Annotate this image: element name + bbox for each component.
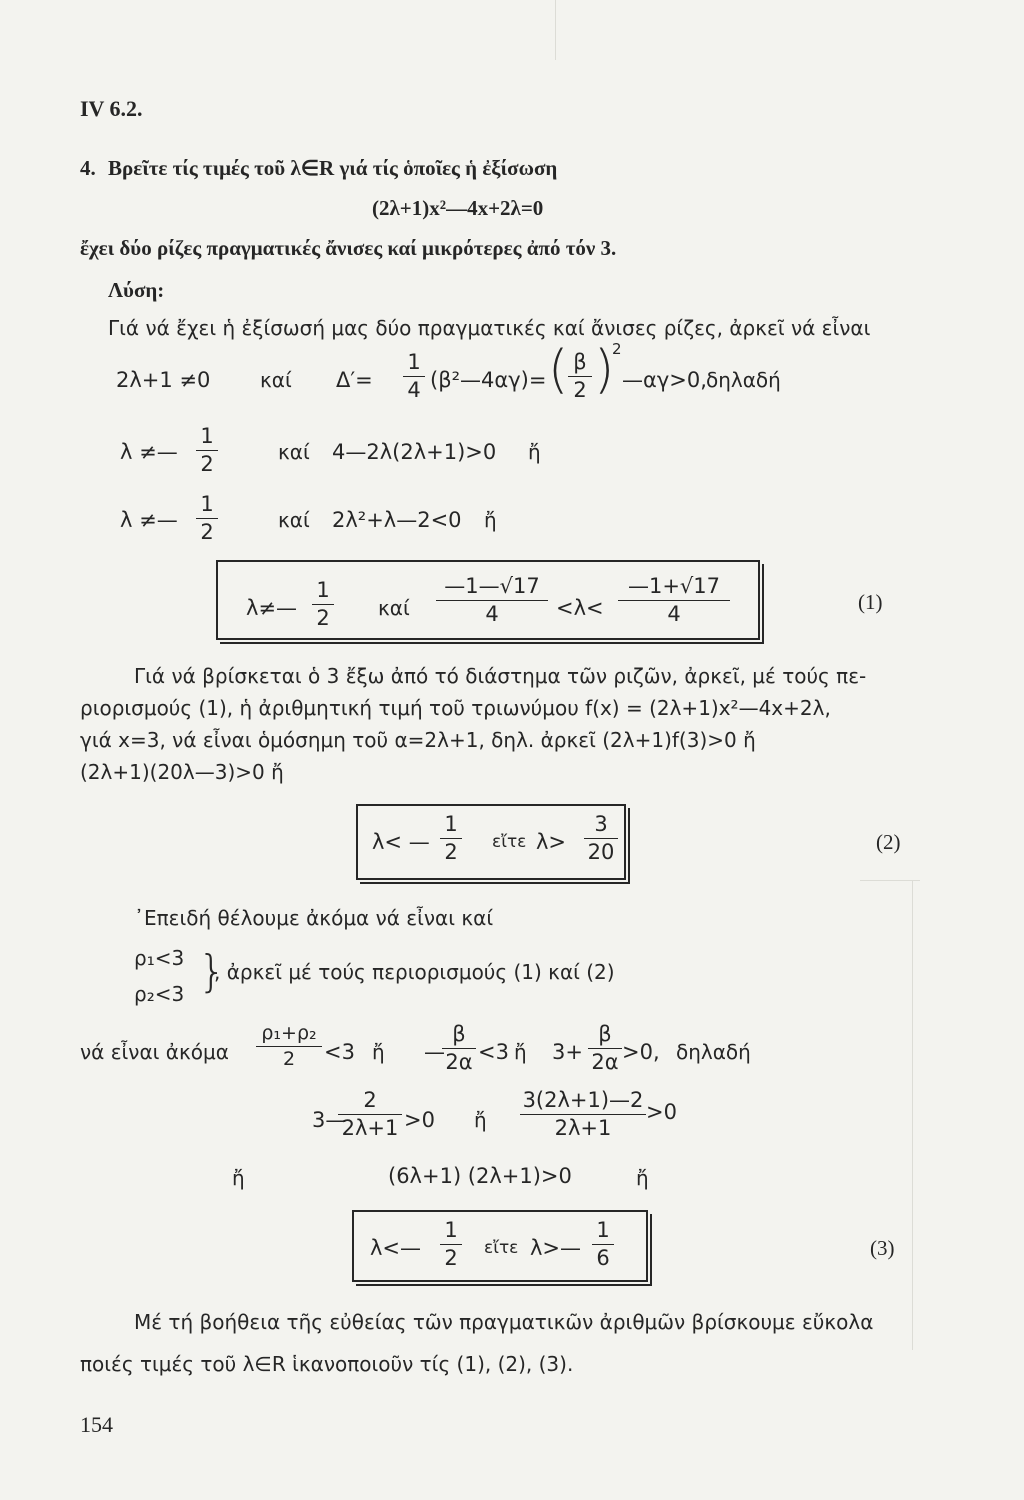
box3-lambda2: λ>— <box>530 1236 582 1260</box>
row2-or: ἤ <box>484 508 497 532</box>
box2-frac2 <box>584 814 618 863</box>
cond-tail: —αγ>0, <box>622 368 707 392</box>
box1-left-frac <box>436 576 548 625</box>
row4-or2: ἤ <box>636 1166 649 1190</box>
row3-frac <box>338 1090 402 1139</box>
section-number: IV 6.2. <box>80 96 143 121</box>
box1-mid: <λ< <box>556 596 604 620</box>
page-number: 154 <box>80 1412 113 1437</box>
cond-square: 2 <box>612 340 622 358</box>
akoma-or1: ἤ <box>372 1040 385 1064</box>
bleed-line <box>912 880 913 1350</box>
box3-frac2 <box>592 1220 614 1269</box>
problem-equation: (2λ+1)x²—4x+2λ=0 <box>372 196 544 220</box>
akoma-diladi: δηλαδή <box>676 1040 751 1064</box>
row2-lambda: λ ≠— <box>120 508 178 532</box>
para-line-1: Γιά νά βρίσκεται ὁ 3 ἔξω ἀπό τό διάστημα τῶν ριζῶν, ἀρκεῖ, μέ τούς πε- <box>134 664 867 688</box>
brace: } <box>198 946 226 997</box>
box2-lambda2: λ> <box>536 830 567 854</box>
row2-num: 1 <box>196 494 218 519</box>
akoma-b-den: 2α <box>445 1050 473 1074</box>
final-line-2: ποιές τιμές τοῦ λ∈R ἱκανοποιοῦν τίς (1), (2), (3). <box>80 1352 574 1376</box>
row1-frac <box>196 426 218 475</box>
row3-num: 2 <box>338 1090 402 1115</box>
box3-num2: 1 <box>592 1220 614 1245</box>
row3-three: 3— <box>312 1108 347 1132</box>
problem-text-line2: ἔχει δύο ρίζες πραγματικές ἄνισες καί μικρότερες ἀπό τόν 3. <box>80 236 617 260</box>
akoma-b2-den: 2α <box>591 1050 619 1074</box>
cond-beta-half <box>568 352 592 401</box>
row3-den2: 2λ+1 <box>554 1116 612 1140</box>
cond-delta: Δ′= <box>336 368 373 392</box>
problem-text-line1: Βρεῖτε τίς τιμές τοῦ λ∈R γιά τίς ὁποῖες ἡ ἐξίσωση <box>108 156 558 180</box>
cond-paren: (β²—4αγ)= <box>430 368 547 392</box>
bleed-line <box>860 880 920 881</box>
row3-den: 2λ+1 <box>341 1116 399 1140</box>
akoma-rho-den: 2 <box>282 1048 296 1070</box>
akoma-lead: νά εἶναι ἀκόμα <box>80 1040 229 1064</box>
akoma-or2: ἤ <box>514 1040 527 1064</box>
box1-kai: καί <box>378 596 410 620</box>
rho-text: , ἀρκεῖ μέ τούς περιορισμούς (1) καί (2) <box>214 960 615 984</box>
row4-expr: (6λ+1) (2λ+1)>0 <box>388 1164 572 1188</box>
akoma-b2-num: β <box>588 1024 622 1049</box>
solution-label: Λύση: <box>108 278 165 302</box>
box2-num: 1 <box>440 814 462 839</box>
box2-den: 2 <box>444 840 458 864</box>
epeidi-line: ᾽Επειδή θέλουμε ἀκόμα νά εἶναι καί <box>134 906 494 930</box>
box3-or: εἴτε <box>484 1238 519 1258</box>
akoma-frac-b2 <box>588 1024 622 1073</box>
box2-label: (2) <box>876 830 901 854</box>
akoma-minus: — <box>424 1040 445 1064</box>
row3-num2: 3(2λ+1)—2 <box>520 1090 646 1115</box>
cond-quarter <box>403 352 425 401</box>
final-line-1: Μέ τή βοήθεια τῆς εὐθείας τῶν πραγματικῶν ἀριθμῶν βρίσκουμε εὔκολα <box>134 1310 874 1334</box>
akoma-b-num: β <box>442 1024 476 1049</box>
cond-kai: καί <box>260 368 292 392</box>
row1-kai: καί <box>278 440 310 464</box>
box1-lambda: λ≠— <box>246 596 298 620</box>
row1-num: 1 <box>196 426 218 451</box>
row2-den: 2 <box>200 520 214 544</box>
para-line-3: γιά x=3, νά εἶναι ὁμόσημη τοῦ α=2λ+1, δηλ. ἀρκεῖ (2λ+1)f(3)>0 ἤ <box>80 728 756 752</box>
box1-left-den: 4 <box>485 602 499 626</box>
row1-den: 2 <box>200 452 214 476</box>
akoma-frac-rho <box>256 1024 322 1069</box>
row1-lambda: λ ≠— <box>120 440 178 464</box>
box1-den: 2 <box>316 606 330 630</box>
box1-right-frac <box>618 576 730 625</box>
para-line-2: ριορισμούς (1), ἡ ἀριθμητική τιμή τοῦ τριωνύμου f(x) = (2λ+1)x²—4x+2λ, <box>80 696 831 720</box>
box3-lambda: λ<— <box>370 1236 422 1260</box>
cond-quarter-num: 1 <box>403 352 425 377</box>
box2-or: εἴτε <box>492 832 527 852</box>
row3-gt02: >0 <box>646 1100 677 1124</box>
row2-expr: 2λ²+λ—2<0 <box>332 508 462 532</box>
row1-expr: 4—2λ(2λ+1)>0 <box>332 440 497 464</box>
bleed-line <box>555 0 556 60</box>
box3-den2: 6 <box>596 1246 610 1270</box>
row4-or: ἤ <box>232 1166 245 1190</box>
akoma-three: 3+ <box>552 1040 583 1064</box>
box1-label: (1) <box>858 590 883 614</box>
para-line-4: (2λ+1)(20λ—3)>0 ἤ <box>80 760 284 784</box>
akoma-lt3b: <3 <box>478 1040 509 1064</box>
akoma-frac-b <box>442 1024 476 1073</box>
paren-open: ( <box>548 340 569 400</box>
box2-lambda: λ< — <box>372 830 430 854</box>
cond-beta-num: β <box>568 352 592 377</box>
row3-or: ἤ <box>474 1108 487 1132</box>
box1-num: 1 <box>312 580 334 605</box>
box3-num: 1 <box>440 1220 462 1245</box>
box1-frac <box>312 580 334 629</box>
cond-lead: 2λ+1 ≠0 <box>116 368 211 392</box>
rho2-cond: ρ₂<3 <box>134 982 185 1006</box>
cond-diladi: δηλαδή <box>706 368 781 392</box>
row2-kai: καί <box>278 508 310 532</box>
box3-frac <box>440 1220 462 1269</box>
solution-intro: Γιά νά ἔχει ἡ ἐξίσωσή μας δύο πραγματικές καί ἄνισες ρίζες, ἀρκεῖ νά εἶναι <box>108 316 871 340</box>
rho1-cond: ρ₁<3 <box>134 946 185 970</box>
row3-gt0: >0 <box>404 1108 435 1132</box>
row3-frac2 <box>520 1090 646 1139</box>
box2-den2: 20 <box>587 840 615 864</box>
akoma-rho-num: ρ₁+ρ₂ <box>256 1024 322 1047</box>
box3-label: (3) <box>870 1236 895 1260</box>
box2-num2: 3 <box>584 814 618 839</box>
cond-beta-den: 2 <box>573 378 587 402</box>
row1-or: ἤ <box>528 440 541 464</box>
akoma-lt3: <3 <box>324 1040 355 1064</box>
box2-frac <box>440 814 462 863</box>
problem-number: 4. <box>80 156 96 180</box>
cond-quarter-den: 4 <box>407 378 421 402</box>
box3-den: 2 <box>444 1246 458 1270</box>
box1-left-num: —1—√17 <box>436 576 548 601</box>
paren-close: ) <box>594 340 615 400</box>
box1-right-num: —1+√17 <box>618 576 730 601</box>
row2-frac <box>196 494 218 543</box>
box1-right-den: 4 <box>667 602 681 626</box>
akoma-gt0: >0, <box>622 1040 660 1064</box>
